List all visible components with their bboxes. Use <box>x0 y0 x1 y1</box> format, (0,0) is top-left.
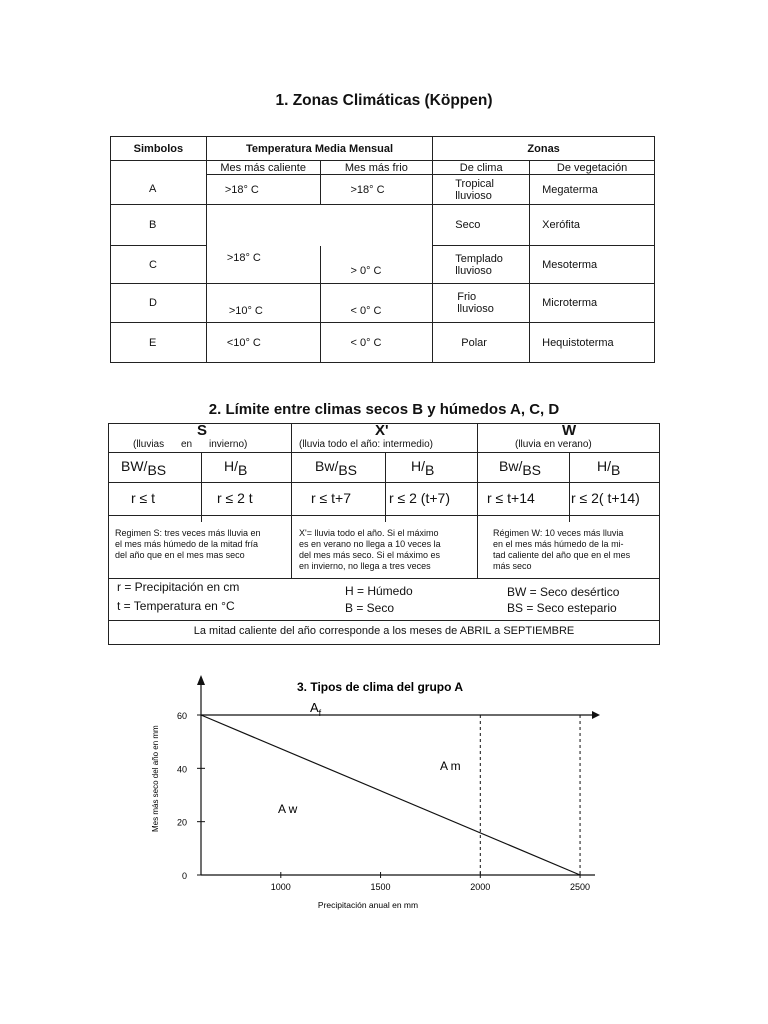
vegetacion-cell: Microterma <box>530 284 655 323</box>
y-axis-arrow <box>197 675 205 685</box>
caliente-cell: >18° C <box>206 246 320 284</box>
r-formula-2: r ≤ 2 (t+7) <box>389 490 450 506</box>
header-temperatura: Temperatura Media Mensual <box>206 137 432 161</box>
y-tick-label: 0 <box>181 871 187 881</box>
legend-b: B = Seco <box>345 601 395 615</box>
frio-cell: < 0° C <box>320 323 433 363</box>
caliente-cell: >10° C <box>206 284 320 323</box>
divider <box>109 515 659 516</box>
h-label <box>597 458 620 478</box>
legend-bw: BW = Seco desértico <box>507 585 620 599</box>
bw-text: Bw/ <box>499 458 523 474</box>
regimen-line: el mes más húmedo de la mitad fría <box>115 539 259 549</box>
x-tick-label: 2500 <box>570 882 591 892</box>
regimen-x <box>299 528 441 572</box>
divider <box>385 452 386 522</box>
y-axis-label: Mes más seco del año en mm <box>151 725 160 832</box>
divider <box>109 452 659 453</box>
subheader-vegetacion: De vegetación <box>530 161 655 175</box>
chart-title: 3. Tipos de clima del grupo A <box>296 680 464 694</box>
clima-line-1: Tropical <box>455 177 494 190</box>
symbol-cell: C <box>111 246 207 284</box>
legend-h: H = Húmedo <box>345 584 413 598</box>
vegetacion-cell: Megaterma <box>530 175 655 205</box>
header-simbolos: Simbolos <box>111 137 207 161</box>
column-symbol-w: W <box>562 422 577 439</box>
column-symbol-s: S <box>197 422 208 439</box>
regimen-line: del año que en el mes mas seco <box>115 550 245 560</box>
table-row <box>111 205 655 246</box>
divider <box>109 620 659 621</box>
bs-text: BS <box>522 462 542 478</box>
regimen-line: X'= lluvia todo el año. Si el máximo <box>299 528 439 538</box>
clima-cell <box>433 284 530 323</box>
caliente-cell <box>206 205 432 246</box>
region-label-aw: A w <box>278 802 298 816</box>
bw-text: BW/ <box>121 458 148 474</box>
caliente-cell: >18° C <box>206 175 320 205</box>
y-tick-label: 60 <box>176 711 187 721</box>
section1-title: 1. Zonas Climáticas (Köppen) <box>275 92 493 109</box>
caliente-cell: <10° C <box>206 323 320 363</box>
bs-text: BS <box>338 462 358 478</box>
x-tick-label: 1000 <box>270 882 291 892</box>
grupo-a-chart <box>0 660 768 920</box>
symbol-cell: D <box>111 284 207 323</box>
header-zonas: Zonas <box>433 137 655 161</box>
symbol-cell: A <box>111 175 207 205</box>
divider <box>109 578 659 579</box>
subheader-caliente: Mes más caliente <box>206 161 320 175</box>
hb-text: B <box>425 462 435 478</box>
koppen-table <box>110 136 655 363</box>
limite-table <box>108 423 660 645</box>
divider <box>569 452 570 522</box>
r-formula-1: r ≤ t <box>131 490 156 506</box>
section2-title: 2. Límite entre climas secos B y húmedos A, C, D <box>208 401 560 418</box>
regimen-w <box>493 528 630 572</box>
y-tick-label: 40 <box>176 764 187 775</box>
clima-line-1: Templado <box>455 252 503 265</box>
h-text: H/ <box>597 458 611 474</box>
x-tick-label: 1500 <box>370 882 391 892</box>
regimen-line: en el mes más húmedo de la mi- <box>493 539 624 549</box>
regimen-line: es en verano no llega a 10 veces la <box>299 539 441 549</box>
h-text: H/ <box>411 458 425 474</box>
footer-note: La mitad caliente del año corresponde a los meses de ABRIL a SEPTIEMBRE <box>193 625 575 637</box>
clima-line-2: lluvioso <box>455 189 492 202</box>
clima-line-2: lluvioso <box>457 303 494 315</box>
column-sub-s-c: invierno) <box>209 439 248 450</box>
table-row <box>111 323 655 363</box>
divider <box>109 482 659 483</box>
bs-text: BS <box>147 462 167 478</box>
frio-cell: < 0° C <box>320 284 433 323</box>
series-line-boundary <box>201 715 580 875</box>
table-row <box>111 246 655 284</box>
clima-cell <box>433 175 530 205</box>
x-axis-label: Precipitación anual en mm <box>317 900 419 910</box>
divider <box>291 424 292 578</box>
bw-label <box>499 458 541 478</box>
clima-line-1: Frio <box>457 291 477 303</box>
regimen-line: Régimen W: 10 veces más lluvia <box>493 528 624 538</box>
hb-text: B <box>611 462 621 478</box>
divider <box>201 452 202 522</box>
h-label <box>224 458 247 478</box>
regimen-line: tad caliente del año que en el mes <box>493 550 631 560</box>
bw-label <box>121 458 166 478</box>
column-symbol-x: X' <box>375 422 389 439</box>
table-row <box>111 284 655 323</box>
legend-t: t = Temperatura en °C <box>117 599 235 613</box>
clima-cell: Seco <box>433 205 530 246</box>
regimen-line: en invierno, no llega a tres veces <box>299 561 431 571</box>
symbol-cell: B <box>111 205 207 246</box>
frio-cell: >18° C <box>320 175 433 205</box>
subheader-clima: De clima <box>433 161 530 175</box>
hb-text: B <box>238 462 248 478</box>
frio-cell: > 0° C <box>320 246 433 284</box>
table-row <box>111 175 655 205</box>
subheader-frio: Mes más frio <box>320 161 433 175</box>
regimen-line: del mes más seco. Si el máximo es <box>299 550 441 560</box>
h-text: H/ <box>224 458 238 474</box>
vegetacion-cell: Mesoterma <box>530 246 655 284</box>
column-sub-s-b: en <box>181 439 193 450</box>
column-sub-w: (lluvia en verano) <box>515 439 592 450</box>
region-label-am: A m <box>440 759 461 773</box>
h-label <box>411 458 434 478</box>
regimen-line: Regimen S: tres veces más lluvia en <box>115 528 261 538</box>
r-formula-1: r ≤ t+14 <box>487 490 535 506</box>
y-tick-label: 20 <box>176 817 187 828</box>
legend-bs: BS = Seco estepario <box>507 601 617 615</box>
r-formula-1: r ≤ t+7 <box>311 490 351 506</box>
clima-line-2: lluvioso <box>455 264 492 277</box>
clima-cell: Polar <box>433 323 530 363</box>
r-formula-2: r ≤ 2( t+14) <box>571 490 640 506</box>
regimen-s <box>115 528 261 561</box>
clima-cell <box>433 246 530 284</box>
bw-label <box>315 458 357 478</box>
r-formula-2: r ≤ 2 t <box>217 490 253 506</box>
header-simbolos-spacer <box>111 161 207 175</box>
bw-text: Bw/ <box>315 458 339 474</box>
af-arrow <box>592 711 600 719</box>
divider <box>477 424 478 578</box>
vegetacion-cell: Hequistoterma <box>530 323 655 363</box>
symbol-cell: E <box>111 323 207 363</box>
column-sub-x: (lluvia todo el año: intermedio) <box>299 439 433 450</box>
region-af-sub: f <box>318 708 322 718</box>
regimen-line: más seco <box>493 561 532 571</box>
x-tick-label: 2000 <box>470 882 491 892</box>
vegetacion-cell: Xerófita <box>530 205 655 246</box>
legend-r: r = Precipitación en cm <box>117 580 240 594</box>
column-sub-s-a: (lluvias <box>133 439 165 450</box>
region-af-main: A <box>310 700 319 715</box>
